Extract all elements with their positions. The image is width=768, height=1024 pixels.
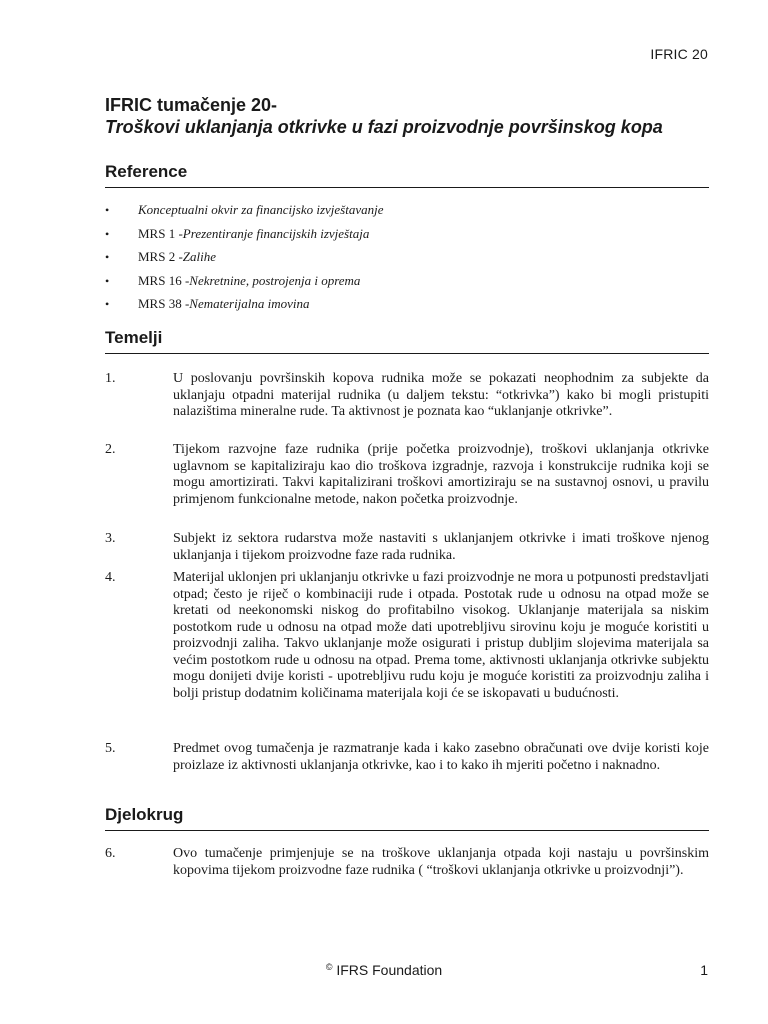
reference-prefix: MRS 1 - — [138, 225, 183, 241]
reference-title: Konceptualni okvir za financijsko izvještavanje — [138, 202, 384, 217]
numbered-paragraph — [105, 531, 709, 564]
foundation-name: IFRS Foundation — [336, 962, 443, 978]
paragraph-text: Subjekt iz sektora rudarstva može nastaviti s uklanjanjem otkrivke i imati troškove njenog uklanjanja i tijekom proizvodne faze rada rudnika. — [173, 531, 709, 563]
paragraph-text: Predmet ovog tumačenja je razmatranje kada i kako zasebno obračunati ove dvije koristi koje proizlaze iz aktivnosti uklanjanja otkrivke, kao i to kako ih mjeriti početno i naknadno. — [173, 741, 709, 773]
paragraph-number: 5. — [105, 741, 116, 756]
numbered-paragraph — [105, 442, 709, 508]
footer-foundation — [0, 962, 768, 978]
page-number: 1 — [700, 962, 708, 978]
reference-title: Nekretnine, postrojenja i oprema — [189, 272, 361, 288]
title-line-1: IFRIC tumačenje 20- — [105, 95, 278, 115]
numbered-paragraph — [105, 846, 709, 879]
bullet: • — [105, 226, 110, 241]
paragraph-number: 2. — [105, 442, 116, 457]
paragraph-text: U poslovanju površinskih kopova rudnika može se pokazati neophodnim za subjekte da uklanjaju otpadni materijal rudnika (u daljem tekstu: “otkrivka”) kako bi mogli pristupiti nalazištima mineralne rude. Ta aktivnost je poznata kao “uklanjanje otkrivke”. — [173, 371, 709, 419]
bullet: • — [105, 297, 110, 312]
section-heading-djelokrug: Djelokrug — [105, 805, 709, 831]
paragraph-number: 3. — [105, 531, 116, 546]
reference-list — [105, 202, 709, 320]
reference-item — [105, 296, 709, 320]
document-title — [105, 94, 725, 138]
paragraph-number: 1. — [105, 371, 116, 386]
bullet: • — [105, 273, 110, 288]
reference-title: Nematerijalna imovina — [189, 296, 310, 312]
paragraph-number: 6. — [105, 846, 116, 861]
running-head: IFRIC 20 — [650, 46, 708, 62]
reference-title: Zalihe — [182, 249, 217, 265]
reference-item — [105, 226, 709, 250]
bullet: • — [105, 203, 110, 217]
numbered-paragraph — [105, 741, 709, 774]
reference-item — [105, 249, 709, 273]
bullet: • — [105, 250, 110, 265]
paragraph-number: 4. — [105, 570, 116, 585]
numbered-paragraph — [105, 570, 709, 702]
reference-title: Prezentiranje financijskih izvještaja — [182, 225, 370, 241]
reference-item — [105, 202, 709, 226]
reference-item — [105, 273, 709, 297]
numbered-paragraph — [105, 371, 709, 421]
paragraph-text: Materijal uklonjen pri uklanjanju otkrivke u fazi proizvodnje ne mora u potpunosti predstavljati otpad; često je riječ o kombinaciji rude i otpada. Postotak rude u odnosu na otpad može se kretati od neekonomski niskog do profitabilno visokog. Uklanjanje materijala sa niskim postotkom rude u odnosu na otpad može dati upotrebljivu sirovinu koju je moguće koristiti u proizvodnji zaliha. Takvo uklanjanje može osigurati i pristup dubljim slojevima materijala sa većim postotkom rude u odnosu na otpad. Prema tome, aktivnosti uklanjanja otkrivke subjektu mogu donijeti dvije koristi - upotrebljivu rudu koju je moguće koristiti za proizvodnju zaliha i bolji pristup dodatnim količinama materijala koji će se iskopavati u budućnosti. — [173, 570, 709, 701]
paragraph-text: Tijekom razvojne faze rudnika (prije početka proizvodnje), troškovi uklanjanja otkrivke uglavnom se kapitaliziraju kao dio troškova izgradnje, razvoja i konstrukcije rudnika koji se mogu amortizirati. Takvi kapitalizirani troškovi amortiziraju se na sustavnoj osnovi, u pravilu primjenom funkcionalne metode, nakon početka proizvodnje. — [173, 442, 709, 507]
section-heading-reference: Reference — [105, 162, 709, 188]
section-heading-temelji: Temelji — [105, 328, 709, 354]
reference-prefix: MRS 16 - — [138, 272, 190, 288]
title-line-2: Troškovi uklanjanja otkrivke u fazi proizvodnje površinskog kopa — [105, 117, 663, 137]
copyright-symbol: © — [325, 962, 333, 972]
paragraph-text: Ovo tumačenje primjenjuje se na troškove uklanjanja otpada koji nastaju u površinskim kopovima tijekom proizvodne faze rudnika ( “troškovi uklanjanja otkrivke u proizvodnji”). — [173, 846, 709, 878]
reference-prefix: MRS 2 - — [138, 249, 183, 265]
reference-prefix: MRS 38 - — [138, 296, 190, 312]
